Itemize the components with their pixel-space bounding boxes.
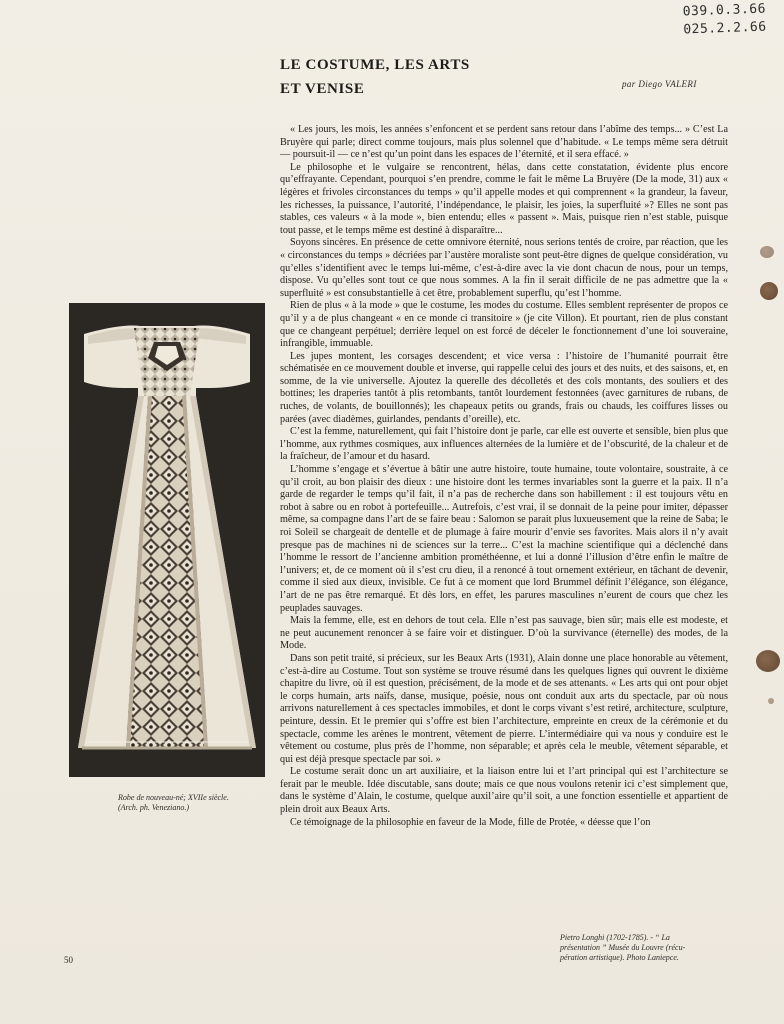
- page-number: 50: [64, 955, 73, 965]
- stain-mark: [760, 282, 778, 300]
- paragraph-8: Mais la femme, elle, est en dehors de tout cela. Elle n’est pas sauvage, bien sûr; mais elle est modeste, et ne peut aucunement renoncer à se faire voir et distinguer. D’où la survivance (éternelle) des modes, de la Mode.: [280, 615, 728, 652]
- bottom-caption-line-2: présentation ” Musée du Louvre (récu-: [560, 943, 686, 952]
- paragraph-6: C’est la femme, naturellement, qui fait l’histoire dont je parle, car elle est ouverte et sensible, bien plus que l’homme, aux rythmes cosmiques, aux influences alternées de la lumière et de l’obscurité, de la chaleur et de la fraîcheur, de l’amour et du hasard.: [280, 426, 728, 463]
- stain-mark: [756, 650, 780, 672]
- paragraph-4: Rien de plus « à la mode » que le costume, les modes du costume. Elles semblent représenter de propos ce qu’il y a de plus changeant « en ce monde ci transitoire » (je cite Villon). Et pourtant, rien de plus constant que ce changeant perpétuel; derrière lequel on est forcé de déceler le fonctionnement d’une loi souveraine, infrangible, immuable.: [280, 300, 728, 350]
- bottom-caption-line-1: Pietro Longhi (1702-1785). - “ La: [560, 933, 670, 942]
- dress-illustration: [70, 304, 264, 776]
- paragraph-3: Soyons sincères. En présence de cette omnivore éternité, nous serions tentés de croire, par réaction, que les « circonstances du temps » décriées par l’austère moraliste sont peut-être dignes de quelque considération, vu qu’elles s’identifient avec le temps lui-même, c’est-à-dire avec la vie dont chacun de nous, pour un temps, dispose. Vu qu’elles sont tout ce que nous sommes. A la fin il serait difficile de ne pas admettre que la « superfluité » est consubstantielle à cet être, probablement superflu, qu’est l’homme.: [280, 237, 728, 299]
- article-title-line-1: LE COSTUME, LES ARTS: [280, 57, 470, 73]
- paragraph-10: Le costume serait donc un art auxiliaire, et la liaison entre lui et l’art principal qui est l’architecture se ferait par le meuble. Idée discutable, sans doute; mais ce que nous voulons retenir ici c’est simplement que, dans le système d’Alain, le costume, quelque auxil’aire qu’il soit, a une fonction essentielle et appartient de plein droit aux Beaux Arts.: [280, 766, 728, 816]
- paragraph-1: « Les jours, les mois, les années s’enfoncent et se perdent sans retour dans l’abîme des temps... » C’est La Bruyère qui parle; direct comme toujours, mais plus solennel que d’habitude. « Le temps même sera détruit — poursuit-il — ce n’est qu’un point dans les espaces de l’éternité, et il sera effacé. »: [280, 124, 728, 161]
- paragraph-11: Ce témoignage de la philosophie en faveur de la Mode, fille de Protée, « déesse que l’on: [290, 816, 651, 828]
- paragraph-7: L’homme s’engage et s’évertue à bâtir une autre histoire, toute humaine, toute volontaire, soustraite, à ce qu’il croit, au bon plaisir des dieux : une histoire dont les termes invariables sont la guerre et la paix. Il n’a garde de regarder le temps qu’il fait, il n’a pas de recherche dans son habillement : il est toujours vêtu en robot à sabre ou en robot à portefeuille... Autrefois, c’est vrai, il se donnait de la peine pour imiter, dépasser même, sa compagne dans l’art de se faire beau : Salomon se parait plus luxueusement que la reine de Saba; le roi Soleil se chargeait de dentelle et de plumage à faire mourir d’envie ses favorites. Mais alors il n’y avait presque pas de machines ni de sciences sur la terre... C’est la machine scientifique qui a déclenché dans l’homme le ressort de l’ancienne ambition prométhéenne, et lui a donné l’illusion d’être enfin le maître de l’univers; et, de ce moment où il s’est cru dieu, il a renoncé à tout ornement extérieur, en tâchant de devenir, comme il sied aux dieux, invisible. Ce fut à ce moment que lord Brummel définit l’élégance, son élégance, l’art de ne pas être remarqué. Et dès lors, en effet, les parures masculines n’eurent de cours que chez les peuplades sauvages.: [280, 464, 728, 614]
- bottom-caption-line-3: pération artistique). Photo Laniepce.: [560, 953, 679, 962]
- paragraph-9: Dans son petit traité, si précieux, sur les Beaux Arts (1931), Alain donne une place honorable au vêtement, c’est-à-dire au Costume. Tout son système se trouve résumé dans les quelques lignes qui ouvrent le dixième chapitre du livre, où il est question, précisément, de la mode et de ses attenants. « Les arts qui ont pour objet le corps humain, arts naïfs, danse, musique, poésie, nous ont conduit aux arts du spectacle, par où nous arrivons naturellement à ces spectacles immobiles, et dont le corps vivant s’est retiré, architecture, sculpture, peinture, dessin. Et le premier qui s’offre est bien l’architecture, empreinte en creux de la cérémonie et du spectacle, comme les arènes le montrent, vêtement de pierre. L’intermédiaire qui va nous y conduire est le vêtement ou costume, plus près de l’homme, non séparable; et après cela le meuble, vêtement séparable, et qui est déjà presque spectacle par soi. »: [280, 652, 728, 765]
- paragraph-2: Le philosophe et le vulgaire se rencontrent, hélas, dans cette constatation, évidente plus encore qu’effrayante. Cependant, pourquoi s’en prendre, comme le fait le même La Bruyère (De la mode, 31) aux « légères et frivoles circonstances du temps » qu’il appelle modes et qui comprennent « la grandeur, la faveur, les richesses, la puissance, l’autorité, l’indépendance, le plaisir, les joies, la superfluité »? Elles ne sont pas stables, ces valeurs « à la mode », bien entendu; elles « passent ». Mais, puisque rien n’est stable, puisque tout passe, et le temps même est destiné à disparaître...: [280, 161, 728, 236]
- archive-number-line-2: 025.2.2.66: [682, 19, 767, 38]
- bottom-caption: [560, 933, 730, 963]
- paragraph-5: Les jupes montent, les corsages descendent; et vice versa : l’histoire de l’humanité pourrait être schématisée en ce mouvement double et inverse, qui rappelle celui des jours et des nuits, et des saisons, et, en somme, de la vie universelle. Ajoutez la querelle des décolletés et des cols montants, des souliers et des bottines; les draperies tantôt à plis retombants, tantôt lourdement festonnées (avec garnitures de rubans, de ruches, de volants, de bouillonnés); les chapeaux petits ou grands, frais ou chauds, les coiffures lisses ou parées (avec diadèmes, guirlandes, pendants d’oreille), etc.: [280, 350, 728, 425]
- article-title: [280, 53, 530, 101]
- dress-photo: [69, 303, 265, 777]
- archive-number-line-1: 039.0.3.66: [682, 1, 766, 20]
- article-byline: par Diego VALERI: [622, 79, 697, 89]
- article-body: [280, 124, 728, 829]
- article-title-line-2: ET VENISE: [280, 81, 365, 97]
- stain-mark: [768, 698, 774, 704]
- stain-mark: [760, 246, 774, 258]
- photo-caption-line-1: Robe de nouveau-né; XVIIe siècle.: [118, 793, 229, 802]
- archive-number-stamp: [682, 1, 766, 40]
- photo-caption: [118, 793, 268, 813]
- photo-caption-line-2: (Arch. ph. Veneziano.): [118, 803, 190, 812]
